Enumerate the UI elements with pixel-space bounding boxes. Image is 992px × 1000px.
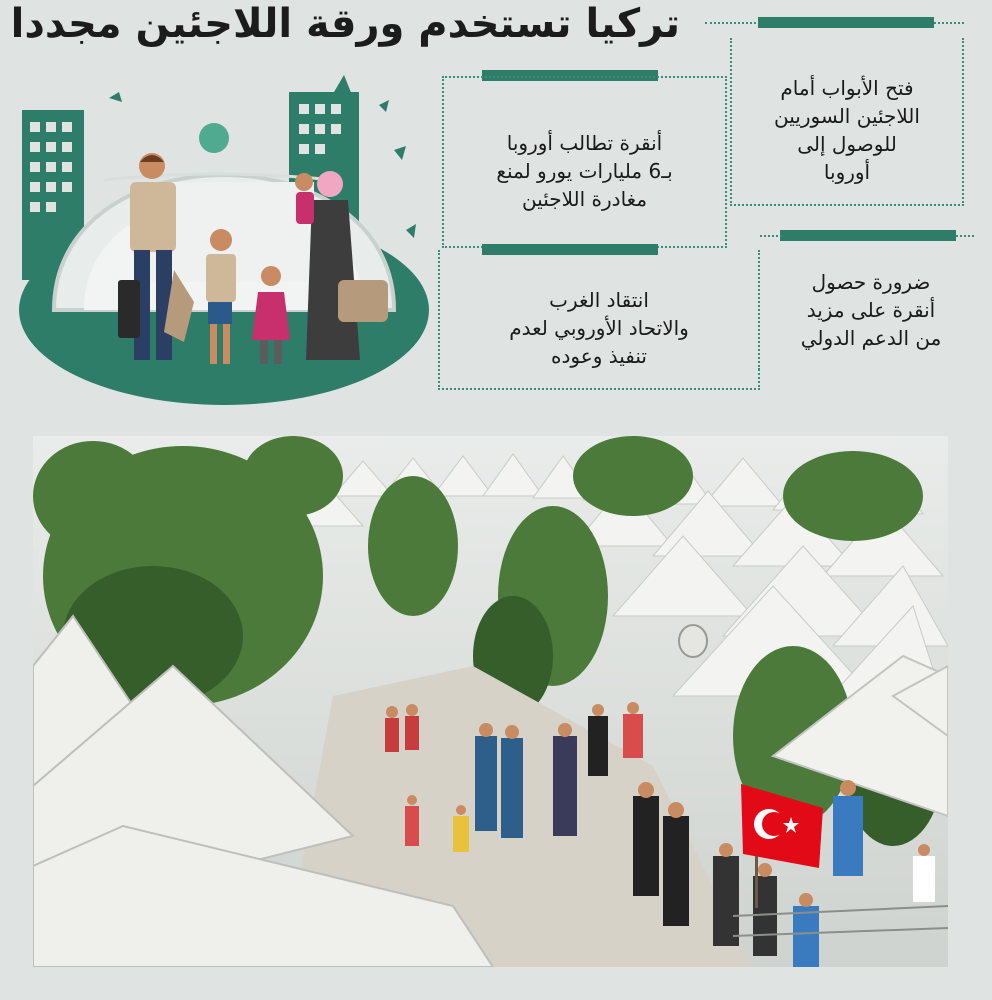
refugee-family-tent-icon [14, 70, 434, 410]
page-title: تركيا تستخدم ورقة اللاجئين مجددا [10, 1, 680, 47]
title-dotted-line-end [934, 22, 964, 24]
point-bar-support [780, 230, 956, 241]
point-box-open-doors [730, 38, 964, 206]
support-dotted-line-end [956, 235, 974, 237]
point-box-ankara-demands [442, 76, 727, 248]
satellite-dish-icon [679, 625, 707, 657]
support-dotted-line [760, 235, 782, 237]
refugee-camp-scene [33, 436, 948, 967]
point-text-ankara-demands: أنقرة تطالب أوروبا بـ6 مليارات يورو لمنع مغادرة اللاجئين [496, 131, 673, 211]
title-dotted-line [705, 22, 760, 24]
point-text-criticism: انتقاد الغرب والاتحاد الأوروبي لعدم تنفيذ وعوده [509, 288, 689, 368]
point-box-support [758, 250, 982, 370]
point-text-support: ضرورة حصول أنقرة على مزيد من الدعم الدولي [800, 270, 942, 350]
point-box-criticism [438, 250, 760, 390]
refugee-camp-photo [33, 436, 948, 967]
title-accent-bar [758, 17, 934, 28]
point-text-open-doors: فتح الأبواب أمام اللاجئين السوريين للوصول إلى أوروبا [774, 76, 920, 184]
